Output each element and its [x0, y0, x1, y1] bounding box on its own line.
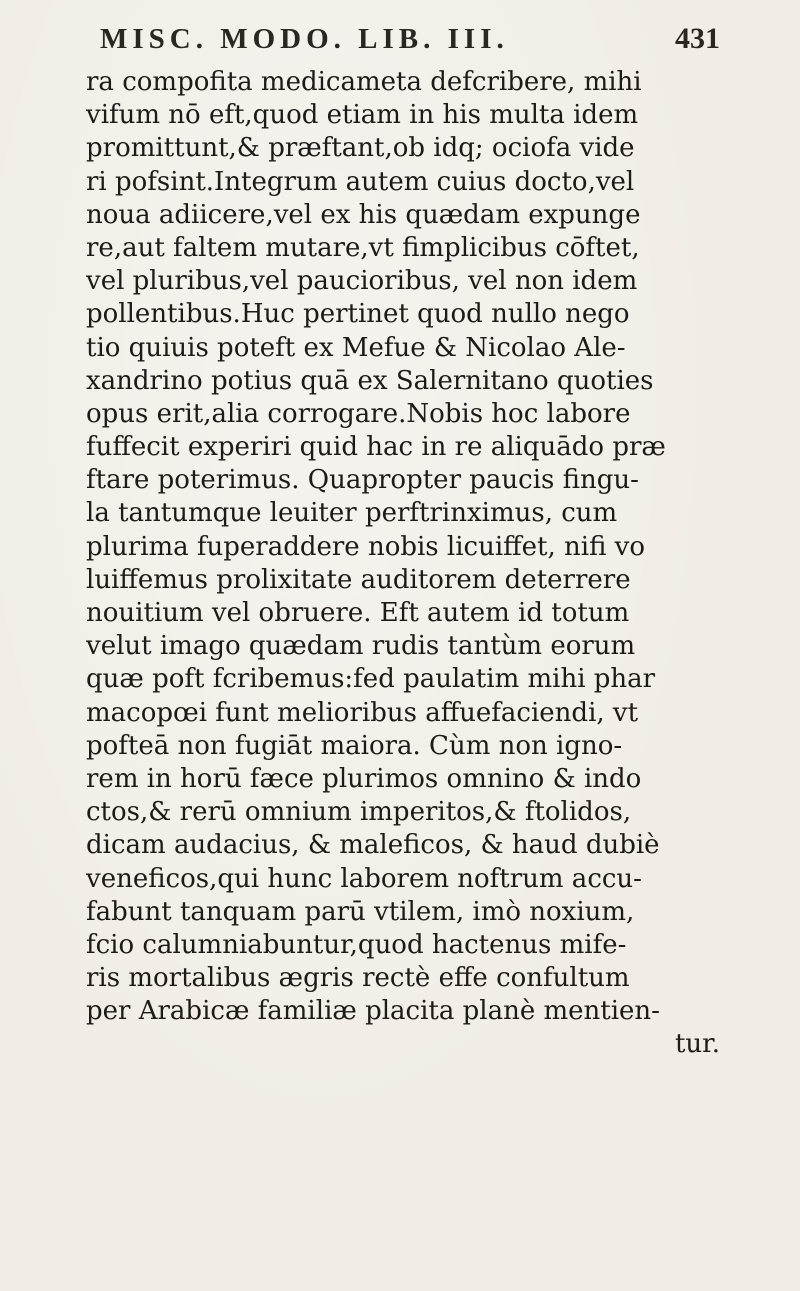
text-line: promittunt,& præftant,ob idq; ociofa vide: [86, 133, 635, 164]
text-line: ctos,& rerū omnium imperitos,& ftolidos,: [86, 797, 632, 828]
text-line: xandrino potius quā ex Salernitano quoties: [86, 365, 654, 396]
text-line: ra compofita medicameta defcribere, mihi: [86, 67, 642, 97]
text-line: ftare poterimus. Quapropter paucis fingu-: [86, 465, 639, 496]
text-line: la tantumque leuiter perftrinximus, cum: [86, 498, 618, 529]
text-line: plurima fuperaddere nobis licuiffet, nifi vo: [86, 531, 646, 562]
text-line: ris mortalibus ægris rectè effe confultum: [86, 963, 630, 994]
text-line: vifum nō eft,quod etiam in his multa idem: [86, 100, 639, 131]
text-line: fuffecit experiri quid hac in re aliquādo præ: [86, 432, 666, 463]
text-line: quæ poft fcribemus:fed paulatim mihi phar: [86, 664, 656, 695]
text-line: noua adiicere,vel ex his quædam expunge: [86, 199, 641, 230]
text-line: nouitium vel obruere. Eft autem id totum: [86, 598, 630, 628]
text-line: luiffemus prolixitate auditorem deterrere: [86, 564, 631, 595]
text-line: macopœi funt melioribus affuefaciendi, vt: [86, 697, 639, 728]
text-line: fabunt tanquam parū vtilem, imò noxium,: [86, 896, 635, 927]
text-line: dicam audacius, & maleficos, & haud dubiè: [86, 830, 660, 861]
text-line: ri pofsint.Integrum autem cuius docto,vel: [86, 166, 635, 197]
text-line: velut imago quædam rudis tantùm eorum: [86, 631, 636, 662]
text-line: pollentibus.Huc pertinet quod nullo nego: [86, 299, 630, 330]
text-line: veneficos,qui hunc laborem noftrum accu-: [86, 863, 642, 894]
running-title: MISC. MODO. LIB. III.: [100, 22, 509, 55]
text-line: opus erit,alia corrogare.Nobis hoc labore: [86, 398, 631, 429]
running-head: [100, 20, 720, 58]
text-line: per Arabicæ familiæ placita planè mentien-: [86, 996, 660, 1027]
text-line: tio quiuis poteft ex Mefue & Nicolao Ale-: [86, 332, 626, 363]
text-line: pofteā non fugiāt maiora. Cùm non igno-: [86, 730, 623, 761]
page-number: 431: [675, 22, 720, 55]
text-line: vel pluribus,vel paucioribus, vel non idem: [86, 266, 638, 297]
body-text: [86, 66, 726, 1062]
text-line: re,aut faltem mutare,vt fimplicibus cōftet,: [86, 232, 640, 263]
text-line: rem in horū fæce plurimos omnino & indo: [86, 763, 642, 794]
text-line: fcio calumniabuntur,quod hactenus mife-: [86, 929, 627, 960]
text-line-final: tur.: [674, 1029, 720, 1060]
